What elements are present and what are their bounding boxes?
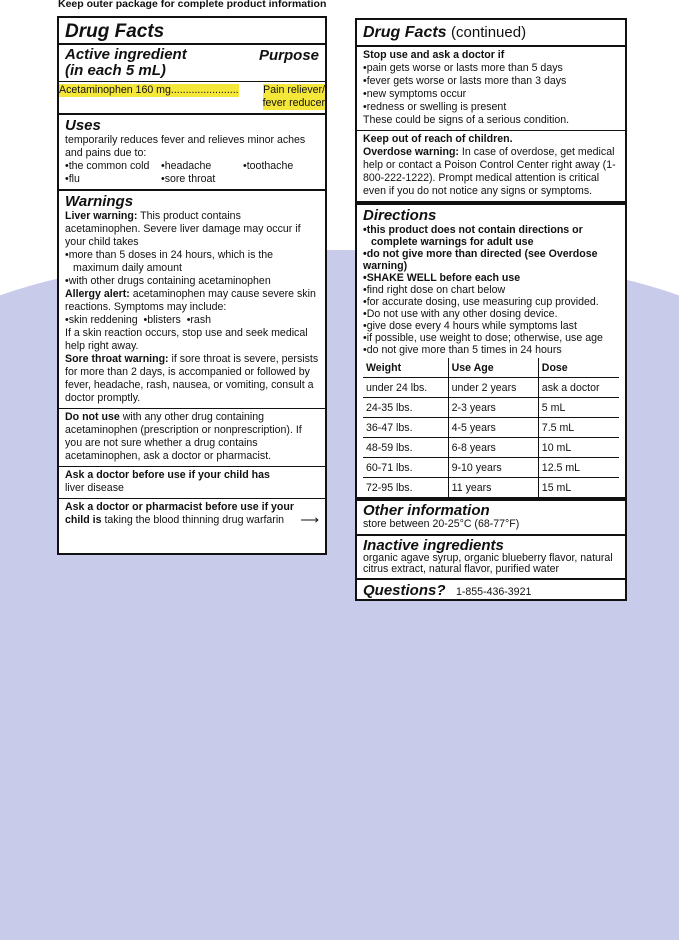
table-header: Use Age [448,358,538,378]
questions-phone: 1-855-436-3921 [455,586,532,598]
allergy-after: If a skin reaction occurs, stop use and seek medical help right away. [65,327,308,352]
uses-heading: Uses [65,117,101,134]
overdose-text: In case of overdose, get medical help or contact a Poison Control Center right away (1-800-222-1222). Prompt medical attention is critical even if you do not notice any signs or symptoms. [363,146,616,197]
warnings-heading: Warnings [65,193,134,210]
donot-label: Do not use [65,411,120,423]
allergy-item: • blisters [144,314,181,326]
table-cell: 60-71 lbs. [363,458,448,478]
table-cell: 5 mL [538,398,619,418]
table-header-row [363,358,619,378]
directions-item: • Do not use with any other dosing device. [363,308,619,320]
continue-arrow-icon: ⟶ [300,512,319,527]
table-cell: 15 mL [538,478,619,498]
directions-item: • if possible, use weight to dose; otherwise, use age [363,332,619,344]
uses-item: • flu [65,173,161,186]
directions-item: • this product does not contain directions or complete warnings for adult use [363,224,619,248]
table-cell: 72-95 lbs. [363,478,448,498]
dosing-table [363,358,619,497]
stop-item: • redness or swelling is present [363,101,619,114]
ask-doctor-text: liver disease [65,482,124,494]
table-cell: under 24 lbs. [363,378,448,398]
ask-pharm-label: Ask a doctor or pharmacist before use if your child is [65,501,295,526]
directions-section [357,205,625,499]
uses-item: • headache [161,160,243,173]
table-cell: 2-3 years [448,398,538,418]
inactive-ingredients-section [357,536,625,580]
table-cell: ask a doctor [538,378,619,398]
other-text: store between 20-25°C (68-77°F) [363,518,520,530]
ask-doctor-section [59,467,325,499]
title-section [357,20,625,47]
liver-text: This product contains acetaminophen. Severe liver damage may occur if your child takes [65,210,301,248]
children-overdose-section [357,131,625,205]
warnings-section [59,191,325,409]
table-row [363,418,619,438]
table-cell: 48-59 lbs. [363,438,448,458]
table-row [363,478,619,498]
stop-use-section [357,47,625,131]
ask-pharm-text: taking the blood thinning drug warfarin [104,514,285,526]
directions-item: • SHAKE WELL before each use [363,272,619,284]
ask-doctor-label: Ask a doctor before use if your child has [65,469,270,481]
active-heading: Active ingredient [65,46,187,63]
table-cell: under 2 years [448,378,538,398]
stop-item: • fever gets worse or lasts more than 3 days [363,75,619,88]
package-note: Keep outer package for complete product information [58,0,327,10]
directions-item: • find right dose on chart below [363,284,619,296]
table-cell: 7.5 mL [538,418,619,438]
purpose-heading: Purpose [258,47,319,64]
active-ingredient-section [59,45,325,115]
table-cell: 6-8 years [448,438,538,458]
do-not-use-section [59,409,325,467]
allergy-label: Allergy alert: [65,288,130,300]
donot-text: with any other drug containing acetaminophen (prescription or nonprescription). If you are not sure whether a drug contains acetaminophen, ask a doctor or pharmacist. [65,411,302,462]
other-info-section [357,499,625,536]
allergy-text: acetaminophen may cause severe skin reactions. Symptoms may include: [65,288,316,313]
table-row [363,438,619,458]
directions-item: • for accurate dosing, use measuring cup provided. [363,296,619,308]
table-header: Dose [538,358,619,378]
table-row [363,458,619,478]
liver-label: Liver warning: [65,210,138,222]
stop-after: These could be signs of a serious condition. [363,114,570,126]
panel-title: Drug Facts [65,21,165,42]
drug-facts-continued-panel [355,18,627,601]
active-sub: (in each 5 mL) [65,62,166,79]
uses-section [59,115,325,191]
other-heading: Other information [363,502,490,519]
table-row [363,378,619,398]
throat-text: if sore throat is severe, persists for more than 2 days, is accompanied or followed by fever, headache, rash, nausea, or vomiting, consult a doctor promptly. [65,353,319,404]
uses-item: • the common cold [65,160,161,173]
children-warning: Keep out of reach of children. [363,133,513,145]
questions-heading: Questions? [363,582,446,599]
ask-pharmacist-section [59,499,325,530]
allergy-item: • rash [187,314,211,326]
table-cell: 10 mL [538,438,619,458]
inactive-text: organic agave syrup, organic blueberry flavor, natural citrus extract, natural flavor, purified water [363,552,613,575]
stop-item: • new symptoms occur [363,88,619,101]
table-cell: 11 years [448,478,538,498]
purpose-line-2: fever reducer [262,97,325,109]
table-header: Weight [366,361,402,374]
panel-title-continued: (continued) [451,24,527,41]
liver-bullet: • with other drugs containing acetaminophen [65,275,319,288]
inactive-heading: Inactive ingredients [363,537,504,554]
directions-item: • do not give more than 5 times in 24 hours [363,344,619,356]
purpose-line-1: Pain reliever/ [263,84,325,96]
uses-item: • toothache [243,160,319,173]
panel-title: Drug Facts [363,24,447,41]
table-cell: 4-5 years [448,418,538,438]
ingredient-line: Acetaminophen 160 mg....................... [59,84,239,96]
table-cell: 24-35 lbs. [363,398,448,418]
uses-line-2: and pains due to: [65,147,147,159]
title-section [59,18,325,45]
allergy-item: • skin reddening [65,314,138,326]
directions-item: • do not give more than directed (see Overdose warning) [363,248,619,272]
overdose-label: Overdose warning: [363,146,459,158]
table-cell: 9-10 years [448,458,538,478]
uses-item: • sore throat [161,173,243,186]
liver-bullet: • more than 5 doses in 24 hours, which is the maximum daily amount [65,249,319,275]
stop-heading: Stop use and ask a doctor if [363,49,505,61]
directions-item: • give dose every 4 hours while symptoms last [363,320,619,332]
directions-heading: Directions [363,207,437,224]
stop-item: • pain gets worse or lasts more than 5 days [363,62,619,75]
table-row [363,398,619,418]
table-cell: 36-47 lbs. [363,418,448,438]
table-cell: 12.5 mL [538,458,619,478]
questions-section [357,580,625,603]
drug-facts-panel [57,16,327,555]
uses-line-1: temporarily reduces fever and relieves minor aches [65,134,306,146]
throat-label: Sore throat warning: [65,353,169,365]
